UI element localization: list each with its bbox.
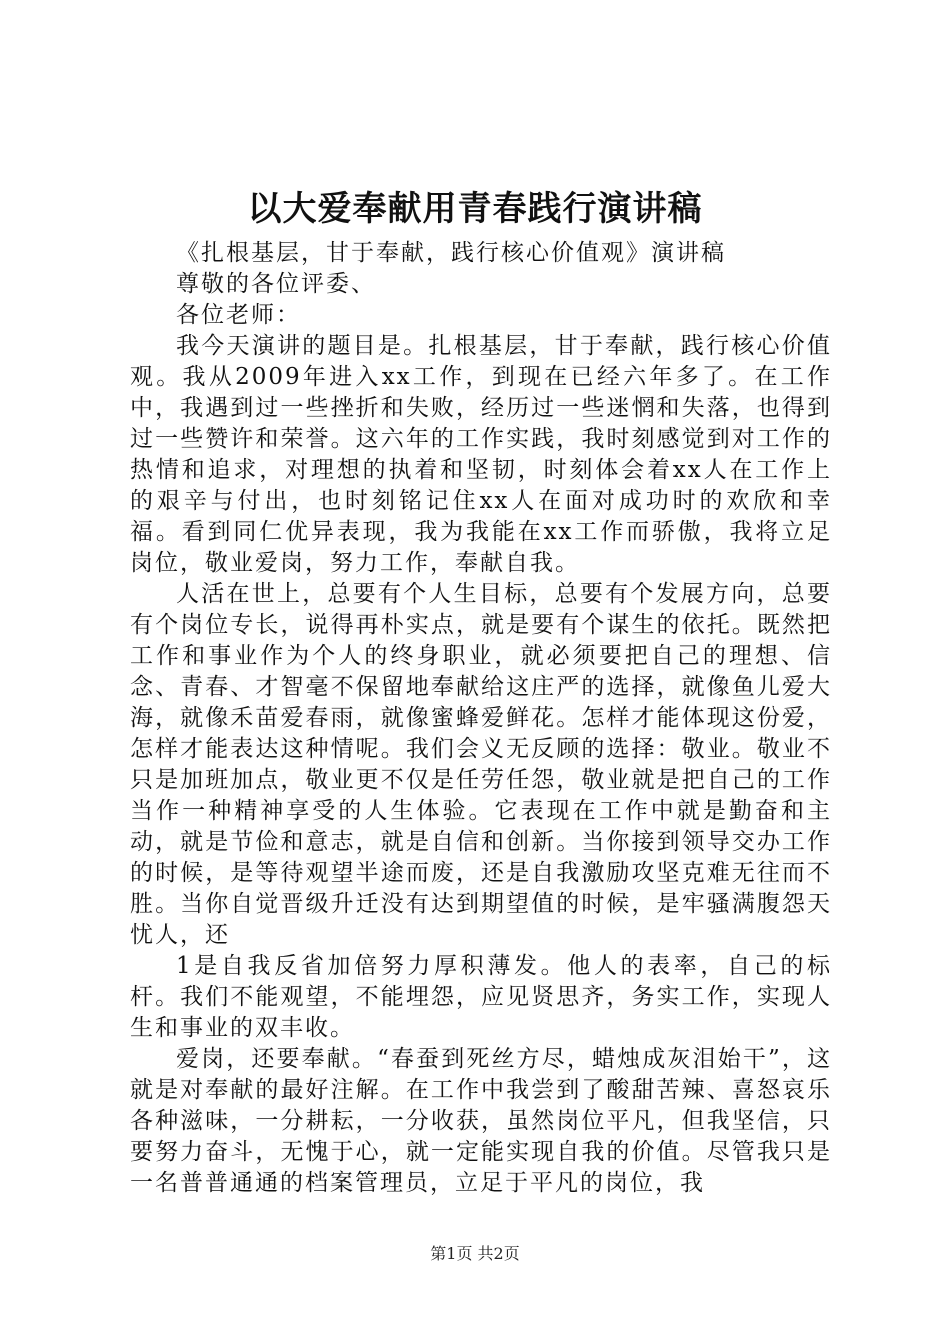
paragraph-salutation-teachers: 各位老师： [176, 302, 301, 328]
paragraph-devotion: 爱岗，还要奉献。“春蚕到死丝方尽，蜡烛成灰泪始干”，这就是对奉献的最好注解。在工作中我尝到了酸甜苦辣、喜怒哀乐各种滋味，一分耕耘，一分收获，虽然岗位平凡，但我坚信，只要努力奋斗，无愧于心，就一定能实现自我的价值。尽管我只是一名普普通通的档案管理员，立足于平凡的岗位，我 [130, 1046, 832, 1196]
paragraph-salutation-judges: 尊敬的各位评委、 [176, 271, 376, 297]
paragraph-speech-heading: 《扎根基层，甘于奉献，践行核心价值观》演讲稿 [176, 240, 726, 266]
document-title: 以大爱奉献用青春践行演讲稿 [247, 189, 703, 229]
document-body [130, 238, 832, 1199]
paragraph-dedication: 人活在世上，总要有个人生目标，总要有个发展方向，总要有个岗位专长，说得再朴实点，就是要有个谋生的依托。既然把工作和事业作为个人的终身职业，就必须要把自己的理想、信念、青春、才智毫不保留地奉献给这庄严的选择，就像鱼儿爱大海，就像禾苗爱春雨，就像蜜蜂爱鲜花。怎样才能体现这份爱，怎样才能表达这种情呢。我们会义无反顾的选择：敬业。敬业不只是加班加点，敬业更不仅是任劳任怨，敬业就是把自己的工作当作一种精神享受的人生体验。它表现在工作中就是勤奋和主动，就是节俭和意志，就是自信和创新。当你接到领导交办工作的时候，是等待观望半途而废，还是自我激励攻坚克难无往而不胜。当你自觉晋级升迁没有达到期望值的时候，是牢骚满腹怨天忧人，还 [130, 581, 832, 948]
page-number-footer: 第1页 共2页 [430, 1244, 520, 1263]
paragraph-intro: 我今天演讲的题目是。扎根基层，甘于奉献，践行核心价值观。我从2009年进入xx工作，到现在已经六年多了。在工作中，我遇到过一些挫折和失败，经历过一些迷惘和失落，也得到过一些赞许和荣誉。这六年的工作实践，我时刻感觉到对工作的热情和追求，对理想的执着和坚韧，时刻体会着xx人在工作上的艰辛与付出，也时刻铭记住xx人在面对成功时的欢欣和幸福。看到同仁优异表现，我为我能在xx工作而骄傲，我将立足岗位，敬业爱岗，努力工作，奉献自我。 [130, 333, 832, 576]
paragraph-reflection: 1是自我反省加倍努力厚积薄发。他人的表率，自己的标杆。我们不能观望，不能埋怨，应见贤思齐，务实工作，实现人生和事业的双丰收。 [130, 953, 832, 1041]
